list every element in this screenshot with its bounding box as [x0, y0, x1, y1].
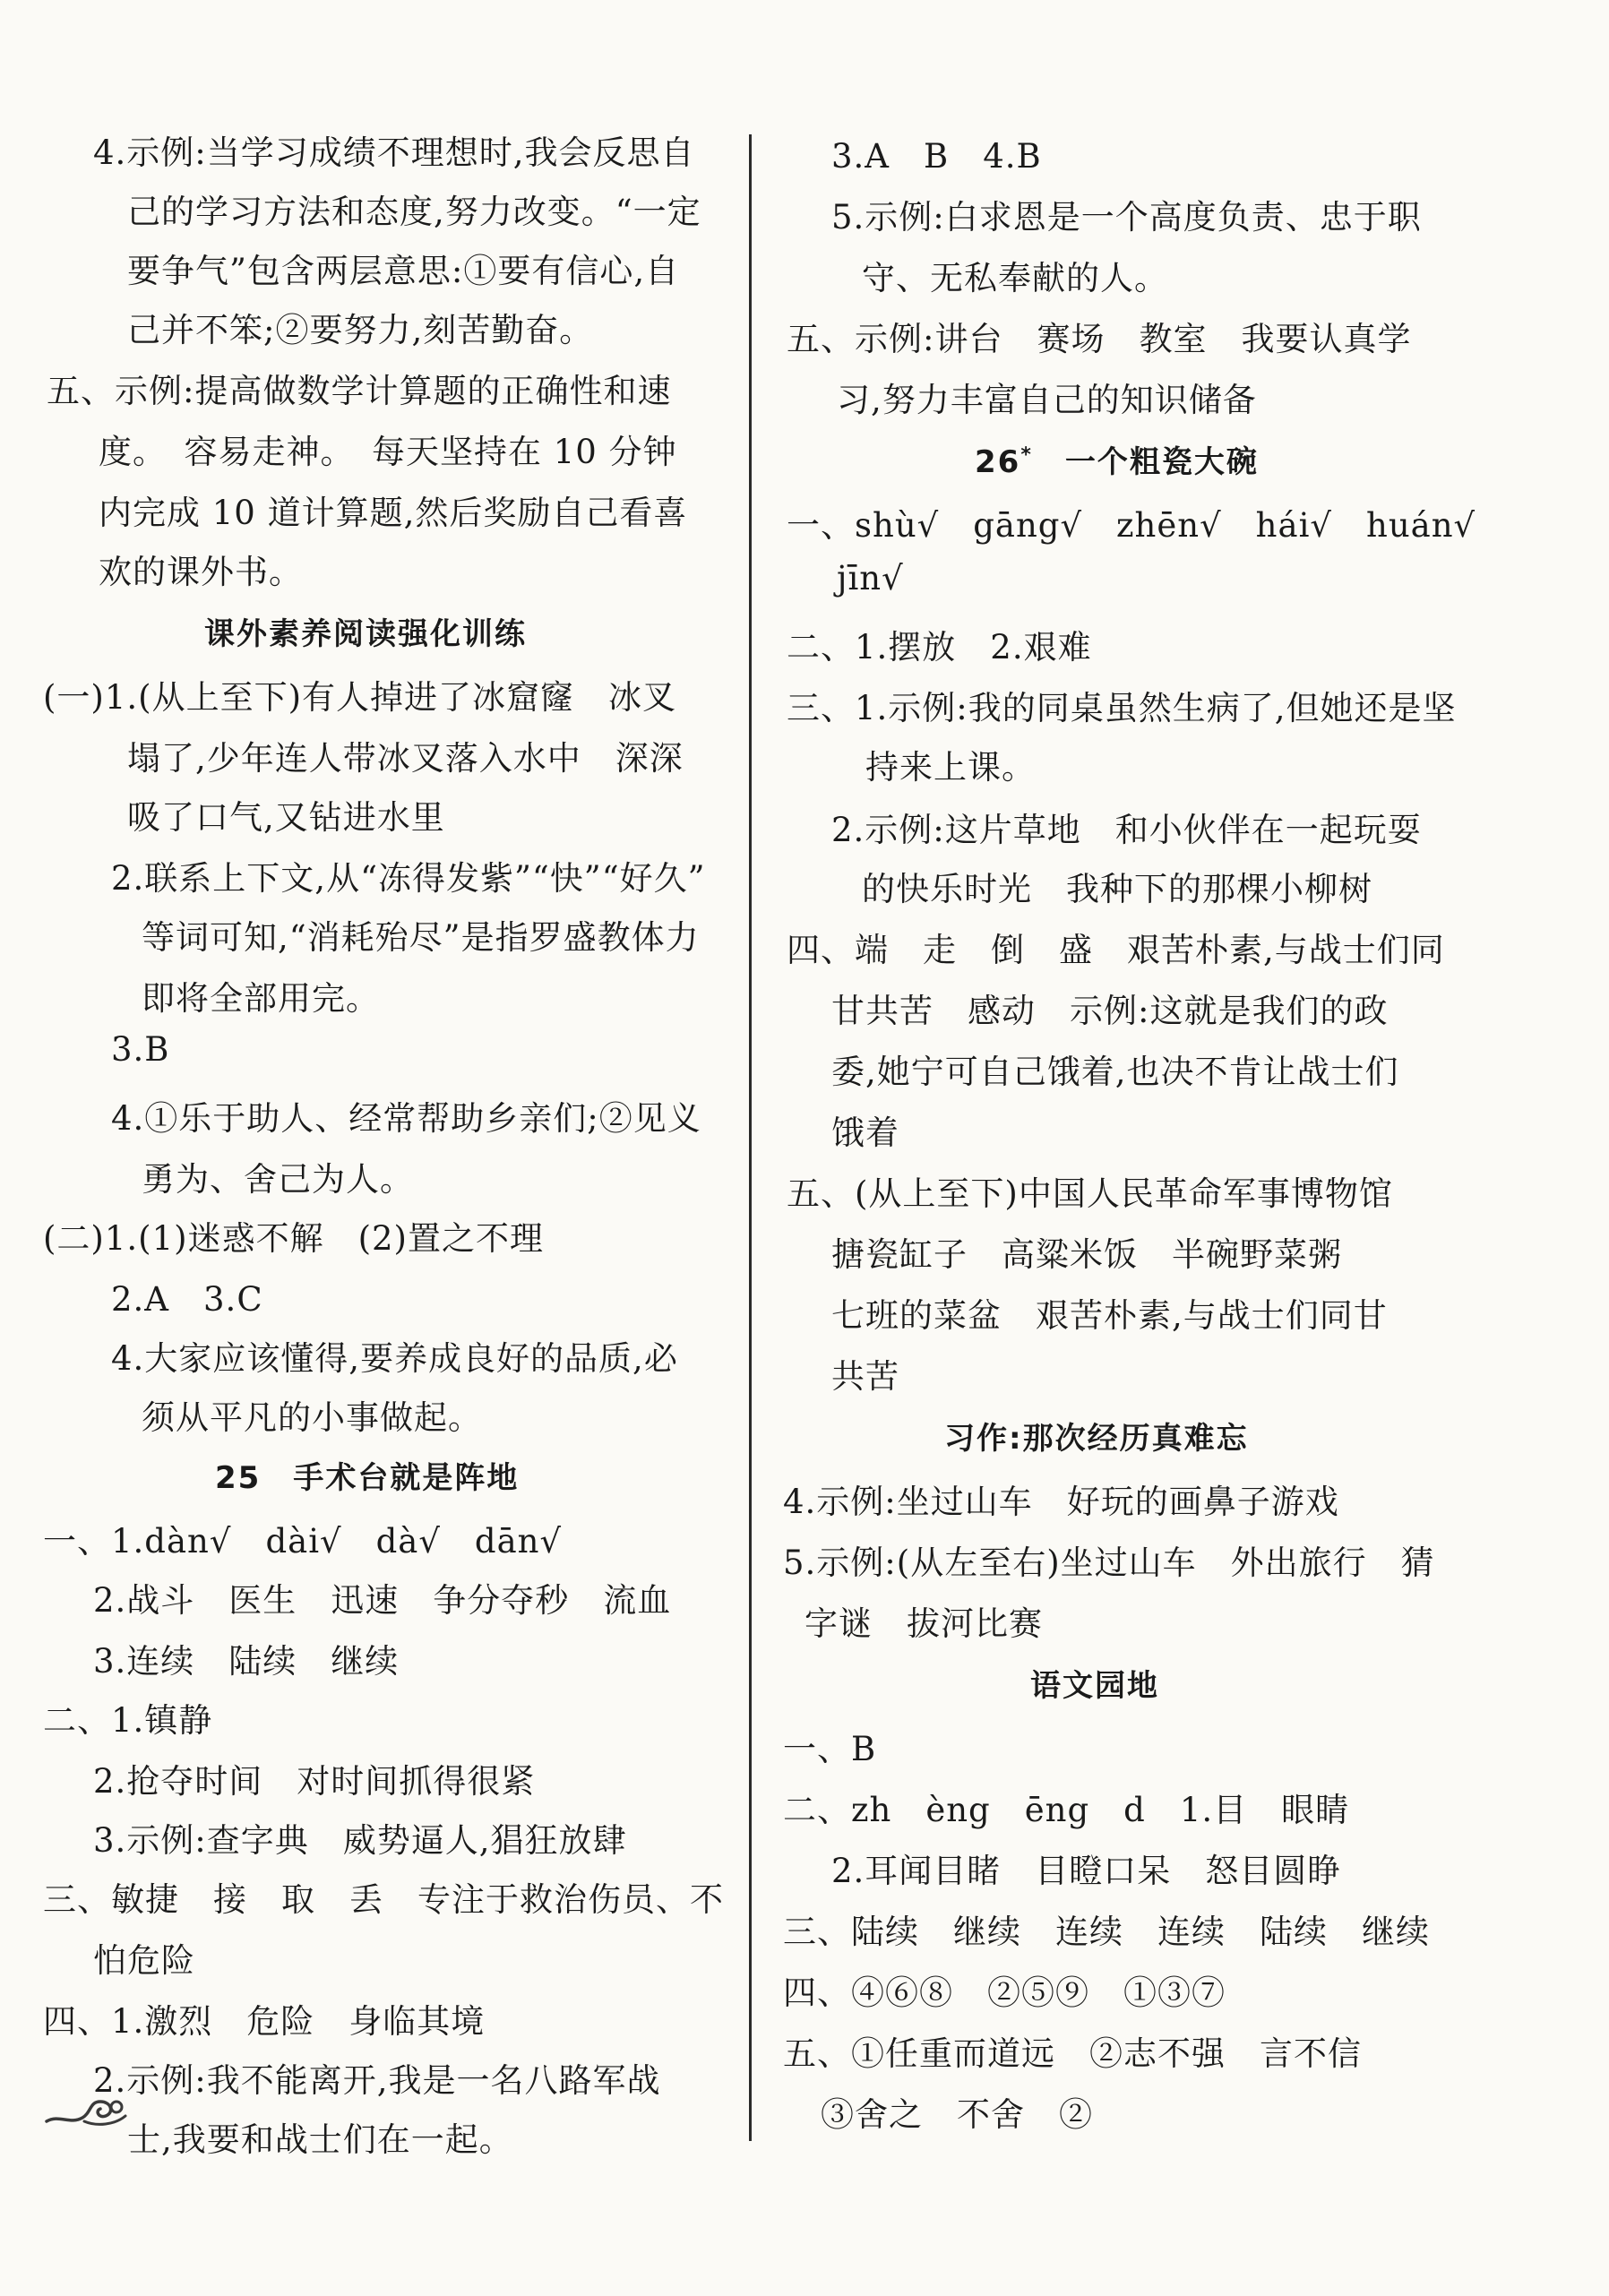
- text-line: 四、④⑥⑧ ②⑤⑨ ①③⑦: [783, 1974, 1226, 2012]
- text-line: 五、示例:讲台 赛场 教室 我要认真学: [787, 320, 1412, 358]
- text-line: 七班的菜盆 艰苦朴素,与战士们同甘: [831, 1296, 1388, 1335]
- lesson-title: 一个粗瓷大碗: [1064, 444, 1259, 480]
- text-line: 四、端 走 倒 盛 艰苦朴素,与战士们同: [787, 931, 1445, 969]
- text-line: 度。 容易走神。 每天坚持在 10 分钟: [99, 433, 677, 471]
- text-line: 三、陆续 继续 连续 连续 陆续 继续: [783, 1913, 1430, 1951]
- text-line: 二、1.摆放 2.艰难: [787, 628, 1092, 666]
- text-line: 2.战斗 医生 迅速 争分夺秒 流血: [93, 1581, 672, 1620]
- section-heading: 课外素养阅读强化训练: [204, 616, 527, 652]
- text-line: 吸了口气,又钻进水里: [127, 798, 445, 837]
- text-line: 五、①任重而道远 ②志不强 言不信: [783, 2034, 1362, 2073]
- text-line: 2.联系上下文,从“冻得发紫”“快”“好久”: [111, 859, 706, 898]
- lesson-number: 26: [975, 444, 1021, 480]
- text-line: 内完成 10 道计算题,然后奖励自己看喜: [99, 494, 688, 532]
- text-line: 3.B: [111, 1030, 170, 1069]
- section-heading: 25 手术台就是阵地: [215, 1460, 520, 1496]
- text-line: 己并不笨;②要努力,刻苦勤奋。: [127, 311, 594, 349]
- text-line: 4.大家应该懂得,要养成良好的品质,必: [111, 1339, 678, 1378]
- text-line: 5.示例:(从左至右)坐过山车 外出旅行 猜: [783, 1544, 1435, 1582]
- text-line: 即将全部用完。: [142, 979, 380, 1018]
- text-line: 5.示例:白求恩是一个高度负责、忠于职: [831, 198, 1422, 236]
- text-line: 三、敏捷 接 取 丢 专注于救治伤员、不: [43, 1880, 724, 1919]
- text-line: 2.抢夺时间 对时间抓得很紧: [93, 1762, 536, 1801]
- text-line: 怕危险: [93, 1941, 195, 1980]
- text-line: 2.A 3.C: [111, 1280, 263, 1319]
- text-line: 搪瓷缸子 高粱米饭 半碗野菜粥: [831, 1235, 1342, 1274]
- text-line: 须从平凡的小事做起。: [142, 1398, 482, 1437]
- text-line: 2.示例:我不能离开,我是一名八路军战: [93, 2061, 661, 2100]
- text-line: (一)1.(从上至下)有人掉进了冰窟窿 冰叉: [43, 678, 677, 717]
- text-line: 共苦: [831, 1357, 899, 1396]
- text-line: 甘共苦 感动 示例:这就是我们的政: [831, 992, 1389, 1030]
- text-line: 勇为、舍己为人。: [142, 1160, 414, 1199]
- text-line: 习,努力丰富自己的知识储备: [837, 381, 1257, 419]
- text-line: 的快乐时光 我种下的那棵小柳树: [862, 870, 1372, 908]
- text-line: 一、1.dàn√ dài√ dà√ dān√: [43, 1522, 563, 1561]
- text-line: 己的学习方法和态度,努力改变。“一定: [127, 193, 701, 231]
- text-line: (二)1.(1)迷惑不解 (2)置之不理: [43, 1219, 544, 1258]
- text-line: 3.示例:查字典 威势逼人,猖狂放肆: [93, 1821, 627, 1860]
- text-line: 4.示例:坐过山车 好玩的画鼻子游戏: [783, 1483, 1339, 1521]
- text-line: 委,她宁可自己饿着,也决不肯让战士们: [831, 1053, 1399, 1091]
- text-line: 2.示例:这片草地 和小伙伴在一起玩耍: [831, 811, 1422, 849]
- text-line: 三、1.示例:我的同桌虽然生病了,但她还是坚: [787, 689, 1457, 727]
- cloud-ornament-icon: [43, 2094, 133, 2134]
- text-line: 要争气”包含两层意思:①要有信心,自: [127, 252, 680, 290]
- text-line: jīn√: [837, 559, 904, 598]
- text-line: 持来上课。: [865, 748, 1036, 787]
- text-line: 五、示例:提高做数学计算题的正确性和速: [47, 372, 672, 410]
- text-line: 守、无私奉献的人。: [862, 259, 1168, 297]
- text-line: 士,我要和战士们在一起。: [127, 2120, 513, 2159]
- text-line: 欢的课外书。: [99, 553, 303, 591]
- optional-mark: *: [1020, 443, 1033, 467]
- text-line: ③舍之 不舍 ②: [821, 2095, 1093, 2134]
- text-line: 二、zh èng ēng d 1.目 眼睛: [783, 1791, 1350, 1829]
- column-divider: [749, 134, 752, 2141]
- text-line: 2.耳闻目睹 目瞪口呆 怒目圆睁: [831, 1852, 1342, 1890]
- text-line: 四、1.激烈 危险 身临其境: [43, 2002, 486, 2041]
- section-heading: [975, 437, 1259, 481]
- section-heading: 习作:那次经历真难忘: [944, 1421, 1249, 1457]
- text-line: 3.连续 陆续 继续: [93, 1642, 400, 1681]
- text-line: 塌了,少年连人带冰叉落入水中 深深: [127, 739, 684, 778]
- text-line: 字谜 拔河比赛: [804, 1604, 1043, 1643]
- text-line: 一、shù√ gāng√ zhēn√ hái√ huán√: [787, 506, 1476, 545]
- text-line: 一、B: [783, 1730, 877, 1768]
- text-line: 等词可知,“消耗殆尽”是指罗盛教体力: [142, 918, 700, 957]
- text-line: 五、(从上至下)中国人民革命军事博物馆: [787, 1174, 1393, 1213]
- text-line: 3.A B 4.B: [831, 137, 1042, 176]
- text-line: 饿着: [831, 1114, 899, 1152]
- text-line: 4.示例:当学习成绩不理想时,我会反思自: [93, 133, 695, 172]
- text-line: 二、1.镇静: [43, 1701, 213, 1740]
- text-line: 4.①乐于助人、经常帮助乡亲们;②见义: [111, 1099, 701, 1138]
- section-heading: 语文园地: [1030, 1668, 1159, 1704]
